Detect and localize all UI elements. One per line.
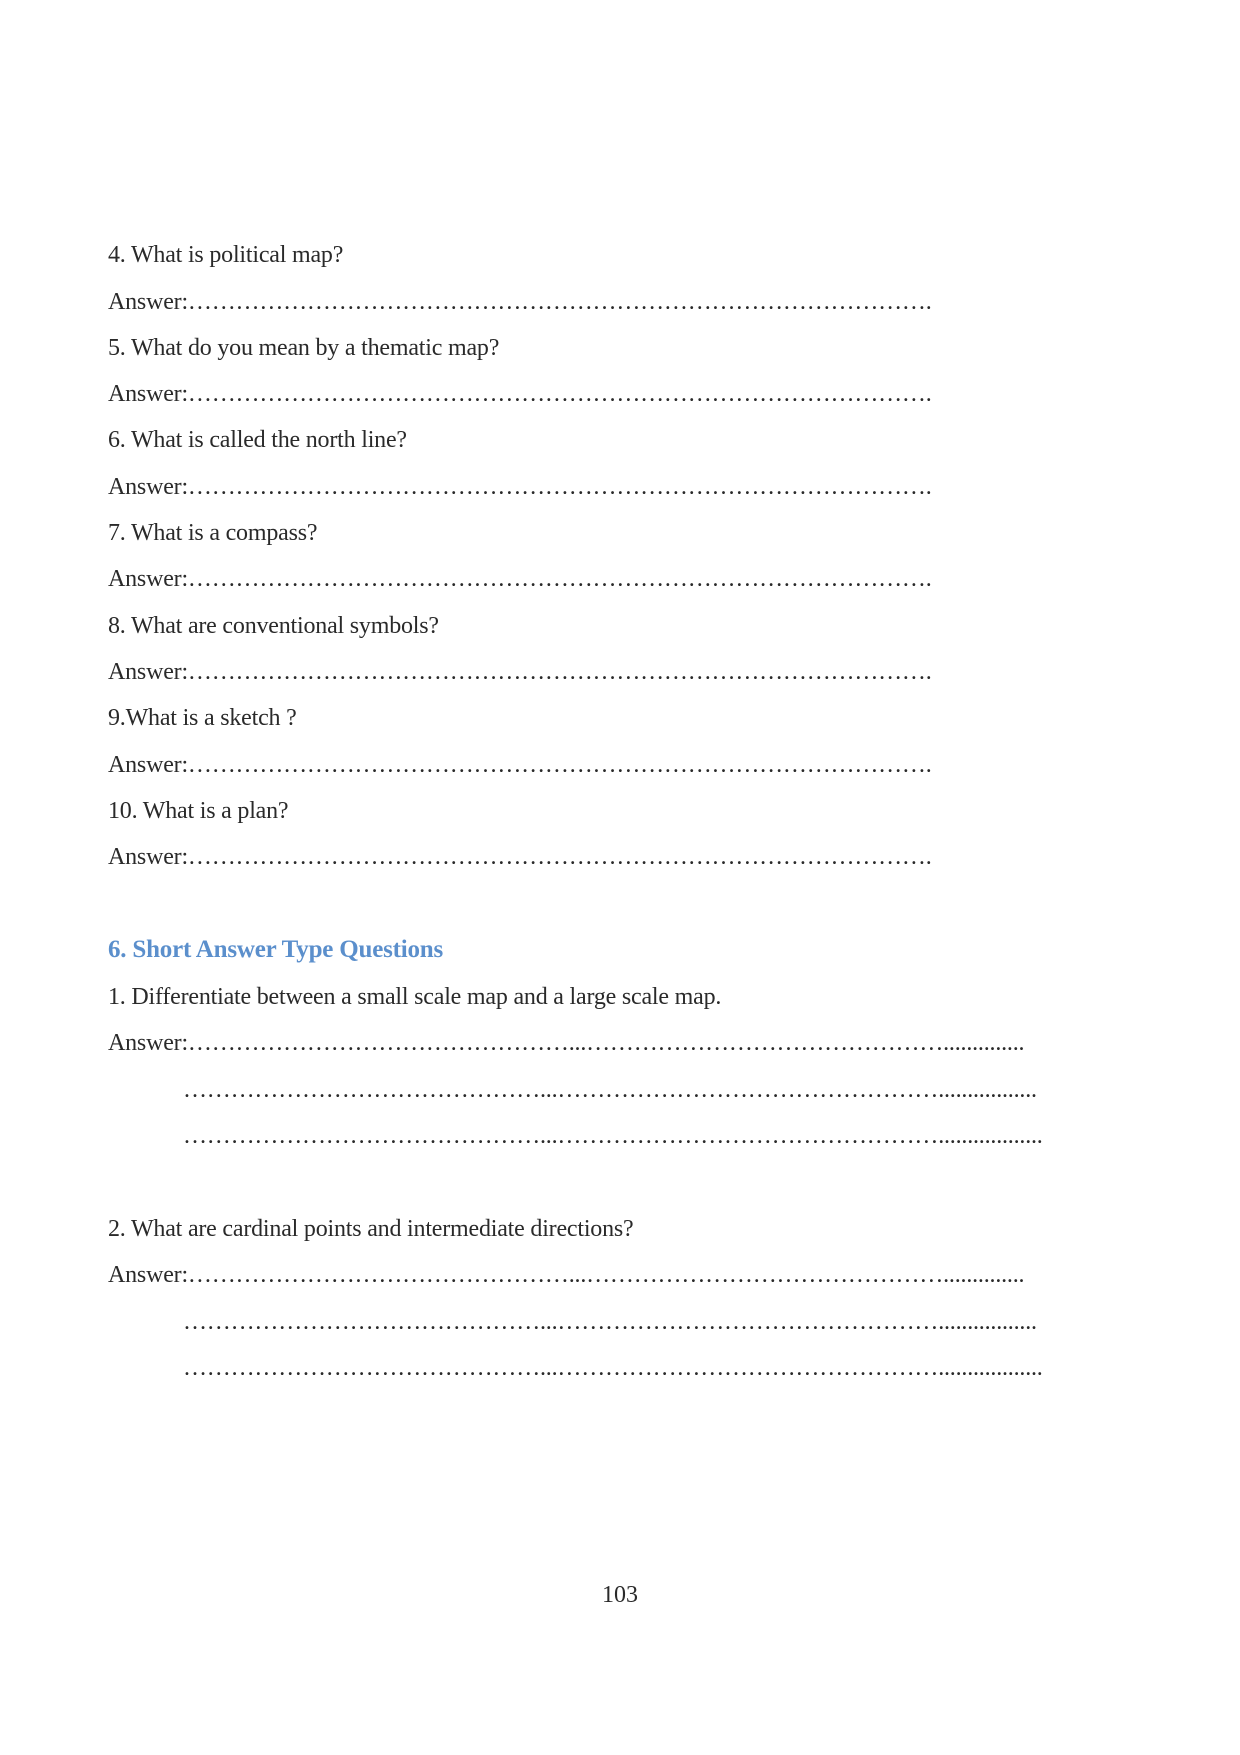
answer-line-9: Answer:…………………………………………………………………………………. — [108, 752, 932, 778]
short-question-1: 1. Differentiate between a small scale map and a large scale map. — [108, 984, 722, 1010]
answer-line-5: Answer:…………………………………………………………………………………. — [108, 381, 932, 407]
question-6: 6. What is called the north line? — [108, 427, 407, 453]
section-heading: 6. Short Answer Type Questions — [108, 936, 444, 963]
answer-line-8: Answer:…………………………………………………………………………………. — [108, 659, 932, 685]
short-answer-1-line-3: ………………………………………...………………………………………….................. — [183, 1123, 1043, 1149]
question-10: 10. What is a plan? — [108, 798, 289, 824]
answer-line-7: Answer:…………………………………………………………………………………. — [108, 566, 932, 592]
answer-line-10: Answer:…………………………………………………………………………………. — [108, 844, 932, 870]
short-question-2: 2. What are cardinal points and intermediate directions? — [108, 1216, 634, 1242]
answer-line-4: Answer:…………………………………………………………………………………. — [108, 289, 932, 315]
short-answer-1-line-2: ………………………………………...…………………………………………................. — [183, 1077, 1037, 1103]
question-7: 7. What is a compass? — [108, 520, 318, 546]
question-9: 9.What is a sketch ? — [108, 705, 297, 731]
page-number: 103 — [602, 1582, 638, 1608]
short-answer-2-line-1: Answer:…………………………………………...……………………………………….............. — [108, 1262, 1025, 1288]
answer-line-6: Answer:…………………………………………………………………………………. — [108, 474, 932, 500]
short-answer-1-line-1: Answer:…………………………………………...……………………………………….............. — [108, 1030, 1025, 1056]
short-answer-2-line-2: ………………………………………...…………………………………………................. — [183, 1309, 1037, 1335]
question-8: 8. What are conventional symbols? — [108, 613, 439, 639]
question-4: 4. What is political map? — [108, 242, 344, 268]
short-answer-2-line-3: ………………………………………...………………………………………….................. — [183, 1355, 1043, 1381]
question-5: 5. What do you mean by a thematic map? — [108, 335, 500, 361]
